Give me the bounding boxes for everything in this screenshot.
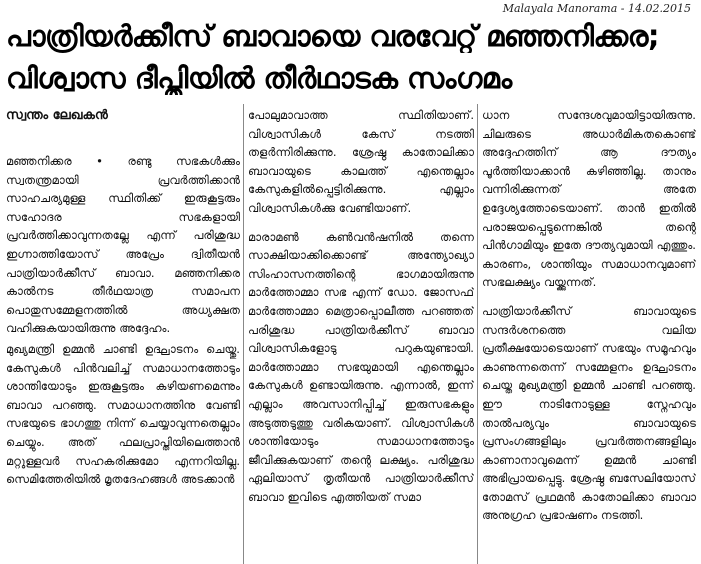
- paragraph: ധാന സന്ദേശവുമായിട്ടായിരുന്നു. ചിലരുടെ അധാർമികതകൊണ്ട് അദ്ദേഹത്തിന് ആ ദൗത്യം പൂർത്തിയാക്കാൻ കഴിഞ്ഞില്ല. താനും വന്നിരിക്കുന്നത് അതേ ഉദ്ദേശ്യത്തോടെയാണ്. താൻ ഇതിൽ പരാജയപ്പെടുന്നെങ്കിൽ തന്റെ പിൻഗാമിയും ഇതേ ദൗത്യവുമായി എത്തും. കാരണം, ശാന്തിയും സമാധാനവുമാണ് സഭലക്ഷ്യം വയ്ക്കുന്നത്.: [482, 108, 696, 290]
- byline: സ്വന്തം ലേഖകൻ: [6, 108, 108, 123]
- article-column-1: [6, 106, 240, 564]
- paragraph: പോലുമാവാത്ത സ്ഥിതിയാണ്. വിശ്വാസികൾ കേസ് നടത്തി തളർന്നിരിക്കുന്നു. ശ്രേഷ്ഠ കാതോലിക്കാ ബാവായുടെ കാലത്ത് എന്തെല്ലാം കേസുകളിൽപ്പെട്ടിരിക്കുന്നു. എല്ലാം വിശ്വാസികൾക്കു വേണ്ടിയാണ്.: [248, 108, 474, 215]
- paragraph: മുഖ്യമന്ത്രി ഉമ്മൻ ചാണ്ടി ഉദ്ഘാടനം ചെയ്തു. കേസുകൾ പിൻവലിച്ച് സമാധാനത്തോടും ശാന്തിയോടും ഇരുകൂട്ടരും കഴിയണമെന്നും ബാവാ പറഞ്ഞു. സമാധാനത്തിനു വേണ്ടി സഭയുടെ ഭാഗത്തു നിന്ന് ചെയ്യാവുന്നതെല്ലാം ചെയ്യും. അത് ഫലപ്രാപ്തിയിലെത്താൻ മറ്റുള്ളവർ സഹകരിക്കുമോ എന്നറിയില്ല. സെമിത്തേരിയിൽ മൃതദേഹങ്ങൾ അടക്കാൻ: [6, 341, 240, 487]
- column-divider: [477, 104, 478, 564]
- headline-line-2: വിശ്വാസ ദീപ്തിയിൽ തീർഥാടക സംഗമം: [6, 61, 512, 95]
- headline-line-1: പാത്രിയർക്കീസ് ബാവായെ വരവേറ്റ് മഞ്ഞനിക്കര;: [6, 19, 659, 53]
- paragraph: മാരാമൺ കൺവൻഷനിൽ തന്നെ സാക്ഷിയാക്കിക്കൊണ്ട് അന്ത്യോഖ്യാ സിംഹാസനത്തിന്റെ ഭാഗമായിരുന്നു മാർത്തോമ്മാ സഭ എന്ന് ഡോ. ജോസഫ് മാർത്തോമ്മാ മെത്രാപ്പൊലീത്ത പറഞ്ഞത് പരിശുദ്ധ പാത്രിയർക്കീസ് ബാവാ വിശ്വാസികളോടു പറുകയുണ്ടായി. മാർത്തോമ്മാ സഭയുമായി എന്തെല്ലാം കേസുകൾ ഉണ്ടായിരുന്നു. എന്നാൽ, ഇന്ന് എല്ലാം അവസാനിപ്പിച്ച് ഇരുസഭകളും അടുത്തടുത്തു വരികയാണ്. വിശ്വാസികൾ ശാന്തിയോടും സമാധാനത്തോടും ജീവിക്കുകയാണ് തന്റെ ലക്ഷ്യം. പരിശുദ്ധ ഏലിയാസ് തൃതീയൻ പാത്രിയാർക്കീസ് ബാവാ ഇവിടെ എത്തിയത് സമാ: [248, 229, 474, 504]
- newspaper-source-date: Malayala Manorama - 14.02.2015: [502, 2, 691, 15]
- column-divider: [243, 104, 244, 564]
- paragraph: മഞ്ഞനിക്കര • രണ്ടു സഭകൾക്കും സ്വതന്ത്രമായി പ്രവർത്തിക്കാൻ സാഹചര്യമുള്ള സ്ഥിതിക്ക് ഇരുകൂട്ടരും സഹോദര സഭകളായി പ്രവർത്തിക്കാവുന്നതല്ലേ എന്ന് പരിശുദ്ധ ഇഗ്നാത്തിയോസ് അപ്രേം ദ്വിതീയൻ പാത്രിയാർക്കീസ് ബാവാ. മഞ്ഞനിക്കര കാൽനട തീർഥയാത്ര സമാപന പൊതുസമ്മേളനത്തിൽ അധ്യക്ഷത വഹിക്കുകയായിരുന്നു അദ്ദേഹം.: [6, 154, 240, 336]
- article-column-3: [482, 106, 696, 564]
- article-column-2: [248, 106, 474, 564]
- paragraph: പാത്രിയാർക്കീസ് ബാവായുടെ സന്ദർശനത്തെ വലിയ പ്രതീക്ഷയോടെയാണ് സഭയും സമൂഹവും കാണുന്നതെന്ന് സമ്മേളനം ഉദ്ഘാടനം ചെയ്ത മുഖ്യമന്ത്രി ഉമ്മൻ ചാണ്ടി പറഞ്ഞു. ഈ നാടിനോടുള്ള സ്നേഹവും താൽപര്യവും ബാവായുടെ പ്രസംഗങ്ങളിലും പ്രവർത്തനങ്ങളിലും കാണാനാവുമെന്ന് ഉമ്മൻ ചാണ്ടി അഭിപ്രായപ്പെട്ടു. ശ്രേഷ്ഠ ബസേലിയോസ് തോമസ് പ്രഥമൻ കാതോലിക്കാ ബാവാ അനുഗ്രഹ പ്രഭാഷണം നടത്തി.: [482, 303, 696, 523]
